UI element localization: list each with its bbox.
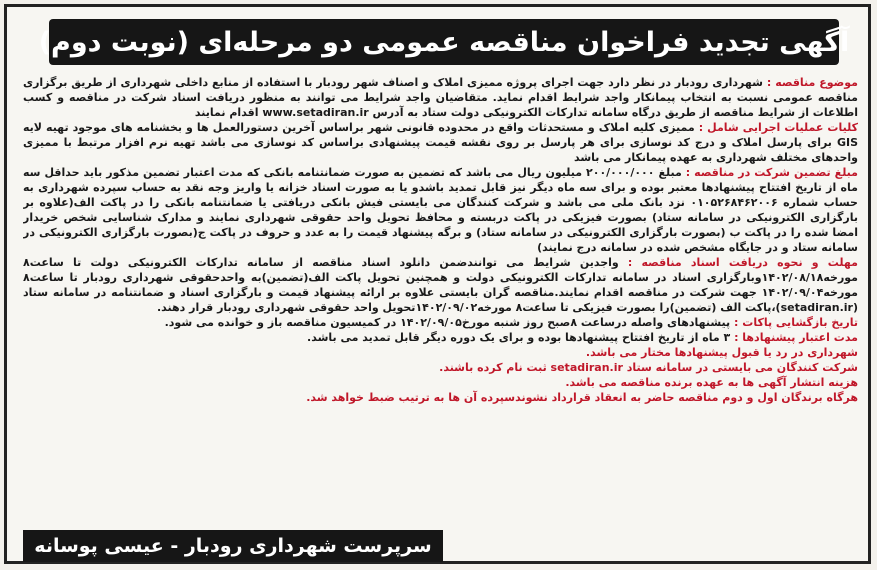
section-text: پیشنهادهای واصله درساعت ۸صبح روز شنبه مورخ۱۴۰۲/۰۹/۰۵ در کمیسیون مناقصه باز و خوانده می شود. [164,316,731,329]
note-item: هرگاه برندگان اول و دوم مناقصه حاضر به انعقاد قرارداد نشوندسپرده آن ها به ترتیب ضبط خواهد شد. [306,391,858,404]
section-opening-date [23,315,858,330]
signature-band [23,530,443,562]
section-heading: مدت اعتبار پیشنهادها : [734,331,858,344]
notice-frame [4,4,871,564]
section-deadline [23,255,858,315]
section-guarantee [23,165,858,255]
page-title: آگهی تجدید فراخوان مناقصه عمومی دو مرحله‌ای (نوبت دوم) [38,26,850,58]
section-text: واجدین شرایط می توانندضمن دانلود اسناد مناقصه از سامانه تدارکات الکترونیکی دولت تا ساعت۸ مورخه۱۴۰۲/۰۸/۱۸وبارگزاری اسناد در سامانه تدارکات الکترونیکی دولت و همچنین تحویل پاکت الف(تضمین)به واحدحقوقی شهرداری رودبار تا ساعت۸ مورخه۱۴۰۲/۰۹/۰۴ جهت شرکت در مناقصه اقدام نمایند.مناقصه گران بایستی علاوه بر ارائه پیشنهاد قیمت و بارگزاری اسناد و ضمانتنامه در سامانه ستاد (setadiran.ir)،پاکت الف (تضمین)را بصورت فیزیکی تا ساعت۸ مورخه۱۴۰۲/۰۹/۰۲تحویل واحد حقوقی شهرداری رودبار قرار دهند. [23,256,858,314]
notice-body [23,75,858,487]
section-heading: تاریخ بازگشایی پاکات : [734,316,858,329]
section-heading: مهلت و نحوه دریافت اسناد مناقصه : [627,256,858,269]
section-text: شهرداری رودبار در نظر دارد جهت اجرای پروژه ممیزی املاک و اصناف شهر رودبار با استفاده از منابع داخلی شهرداری از طریق برگزاری مناقصه عمومی نسبت به انتخاب پیمانکار واجد شرایط اقدام نماید. متقاضیان واجد شرایط می توانند به منظور دریافت اسناد شرکت در مناقصه و کسب اطلاعات از شرایط مناقصه از طریق درگاه سامانه تدارکات الکترونیکی دولت ستاد به آدرس www.setadiran.ir اقدام نمایند [23,76,858,119]
section-text: ممیزی کلیه املاک و مستحدثات واقع در محدوده قانونی شهر براساس آخرین دستورالعمل ها و بخشنامه های موجود تهیه لایه GIS برای پارسل املاک و درج کد نوسازی برای هر پارسل بر روی نقشه قیمت پیشنهادی براساس کد نوسازی می باشد تهیه نرم افزار مرتبط با ممیزی واحدهای مختلف شهرداری به عهده پیمانکار می باشد [23,121,858,164]
section-heading: کلیات عملیات اجرایی شامل : [698,121,858,134]
note-item: شهرداری در رد یا قبول پیشنهادها مختار می باشد. [585,346,858,359]
section-text: ۳ ماه از تاریخ افتتاح پیشنهادها بوده و برای یک دوره دیگر قابل تمدید می باشد. [307,331,731,344]
section-heading: مبلغ تضمین شرکت در مناقصه : [685,166,858,179]
title-band [38,19,850,65]
section-validity [23,330,858,345]
section-subject [23,75,858,120]
section-scope [23,120,858,165]
note-item: هزینه انتشار آگهی ها به عهده برنده مناقصه می باشد. [565,376,858,389]
note-item: شرکت کنندگان می بایستی در سامانه ستاد setadiran.ir ثبت نام کرده باشند. [439,361,858,374]
signature-text: سرپرست شهرداری رودبار - عیسی پوسانه [34,535,432,557]
section-heading: موضوع مناقصه : [766,76,858,89]
section-text: مبلغ ۲۰۰/۰۰۰/۰۰۰ میلیون ریال می باشد که تضمین به صورت ضمانتنامه بانکی که مدت اعتبار تضمین مذکور باید حداقل سه ماه از تاریخ افتتاح پیشنهادها معتبر بوده و برای سه ماه دیگر نیز قابل تمدید باشدو یا به صورت اسناد خزانه یا واریز وجه نقد به حساب سپرده شهرداری به حساب شماره ۰۱۰۵۲۶۸۴۶۲۰۰۶ نزد بانک ملی می باشد و شرکت کنندگان می بایستی فیش بانکی دریافتی یا ضمانتنامه بانکی را در پاکت الف(علاوه بر بارگزاری الکترونیکی در سامانه ستاد) بصورت فیزیکی در پاکت دربسته و محافظ تحویل واحد حقوقی شهرداری نمایند و مدارک شناسایی شخص خریدار امضا شده را در پاکت ب (بصورت بارگزاری الکترونیکی در سامانه ستاد) و برگه پیشنهاد قیمت را به عدد و حروف در پاکت ج(بصورت بارگزاری الکترونیکی در سامانه ستاد و در جایگاه مشخص شده در سامانه درج نمایند) [23,166,858,254]
